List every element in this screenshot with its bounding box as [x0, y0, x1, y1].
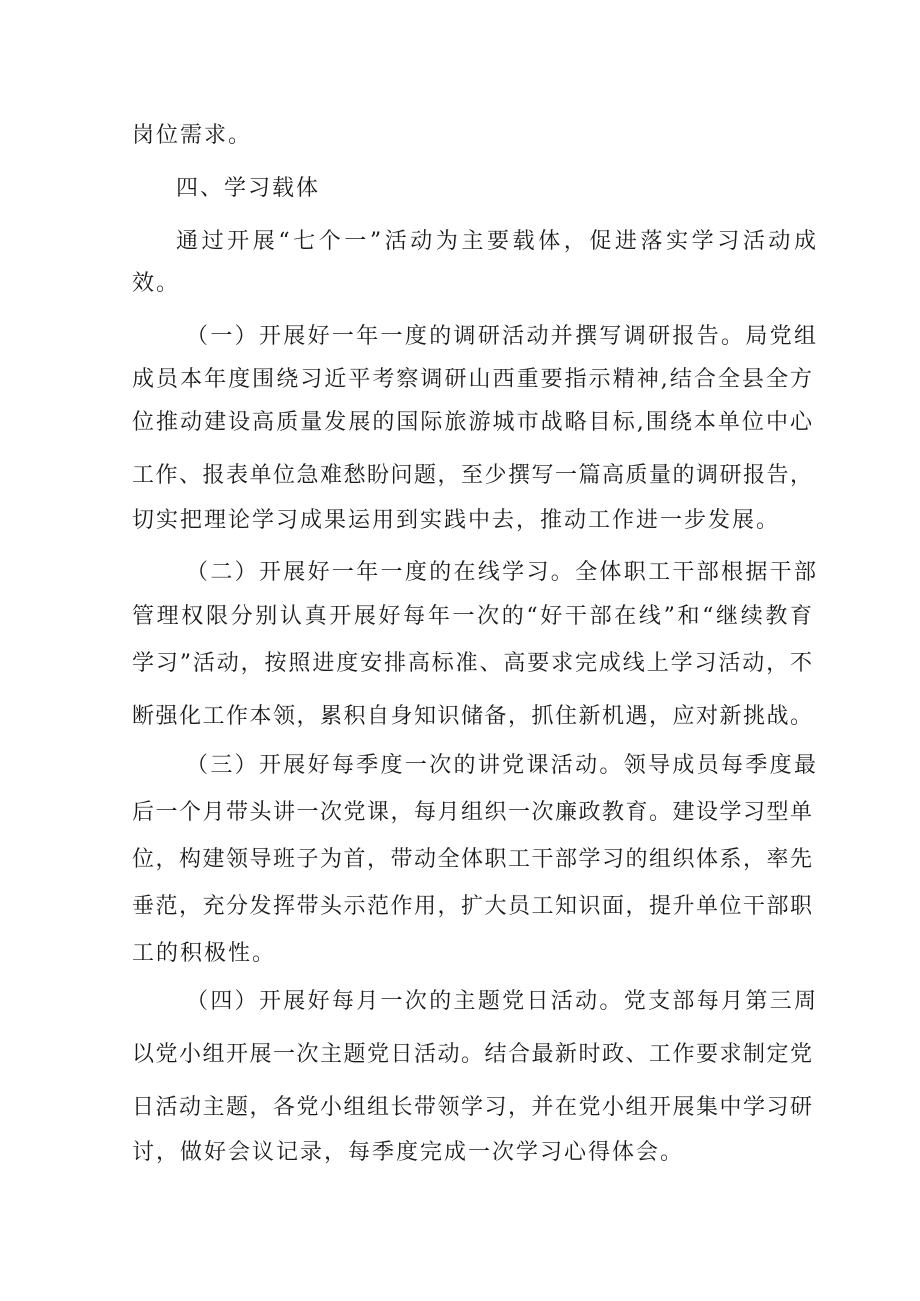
text-line-7: 位推动建设高质量发展的国际旅游城市战略目标,围绕本单位中心 [132, 410, 812, 435]
text-line-18: 工的积极性。 [132, 941, 277, 966]
section-heading: 四、学习载体 [176, 176, 321, 201]
text-line-8: 工作、报表单位急难愁盼问题，至少撰写一篇高质量的调研报告， [132, 463, 812, 488]
text-line-6: 成员本年度围绕习近平考察调研山西重要指示精神,结合全县全方 [132, 367, 812, 392]
text-line-17: 垂范，充分发挥带头示范作用，扩大员工知识面，提升单位干部职 [132, 894, 812, 919]
text-line-13: 断强化工作本领，累积自身知识储备，抓住新机遇，应对新挑战。 [132, 704, 812, 729]
text-line-1: 岗位需求。 [132, 123, 253, 148]
text-line-4: 效。 [132, 271, 181, 296]
text-line-9: 切实把理论学习成果运用到实践中去，推动工作进一步发展。 [132, 508, 781, 533]
text-line-22: 讨，做好会议记录，每季度完成一次学习心得体会。 [132, 1140, 685, 1165]
text-line-14: （三）开展好每季度一次的讲党课活动。领导成员每季度最 [186, 753, 816, 778]
text-line-12: 学习”活动，按照进度安排高标准、高要求完成线上学习活动，不 [132, 651, 812, 676]
text-line-15: 后一个月带头讲一次党课，每月组织一次廉政教育。建设学习型单 [132, 800, 812, 825]
text-line-3: 通过开展“七个一”活动为主要载体，促进落实学习活动成 [176, 229, 816, 254]
text-line-10: （二）开展好一年一度的在线学习。全体职工干部根据干部 [186, 560, 816, 585]
text-line-21: 日活动主题，各党小组组长带领学习，并在党小组开展集中学习研 [132, 1095, 812, 1120]
text-line-11: 管理权限分别认真开展好每年一次的“好干部在线”和“继续教育 [132, 604, 812, 629]
text-line-16: 位，构建领导班子为首，带动全体职工干部学习的组织体系，率先 [132, 847, 812, 872]
text-line-19: （四）开展好每月一次的主题党日活动。党支部每月第三周 [186, 989, 816, 1014]
text-line-5: （一）开展好一年一度的调研活动并撰写调研报告。局党组 [186, 324, 816, 349]
text-line-20: 以党小组开展一次主题党日活动。结合最新时政、工作要求制定党 [132, 1042, 812, 1067]
